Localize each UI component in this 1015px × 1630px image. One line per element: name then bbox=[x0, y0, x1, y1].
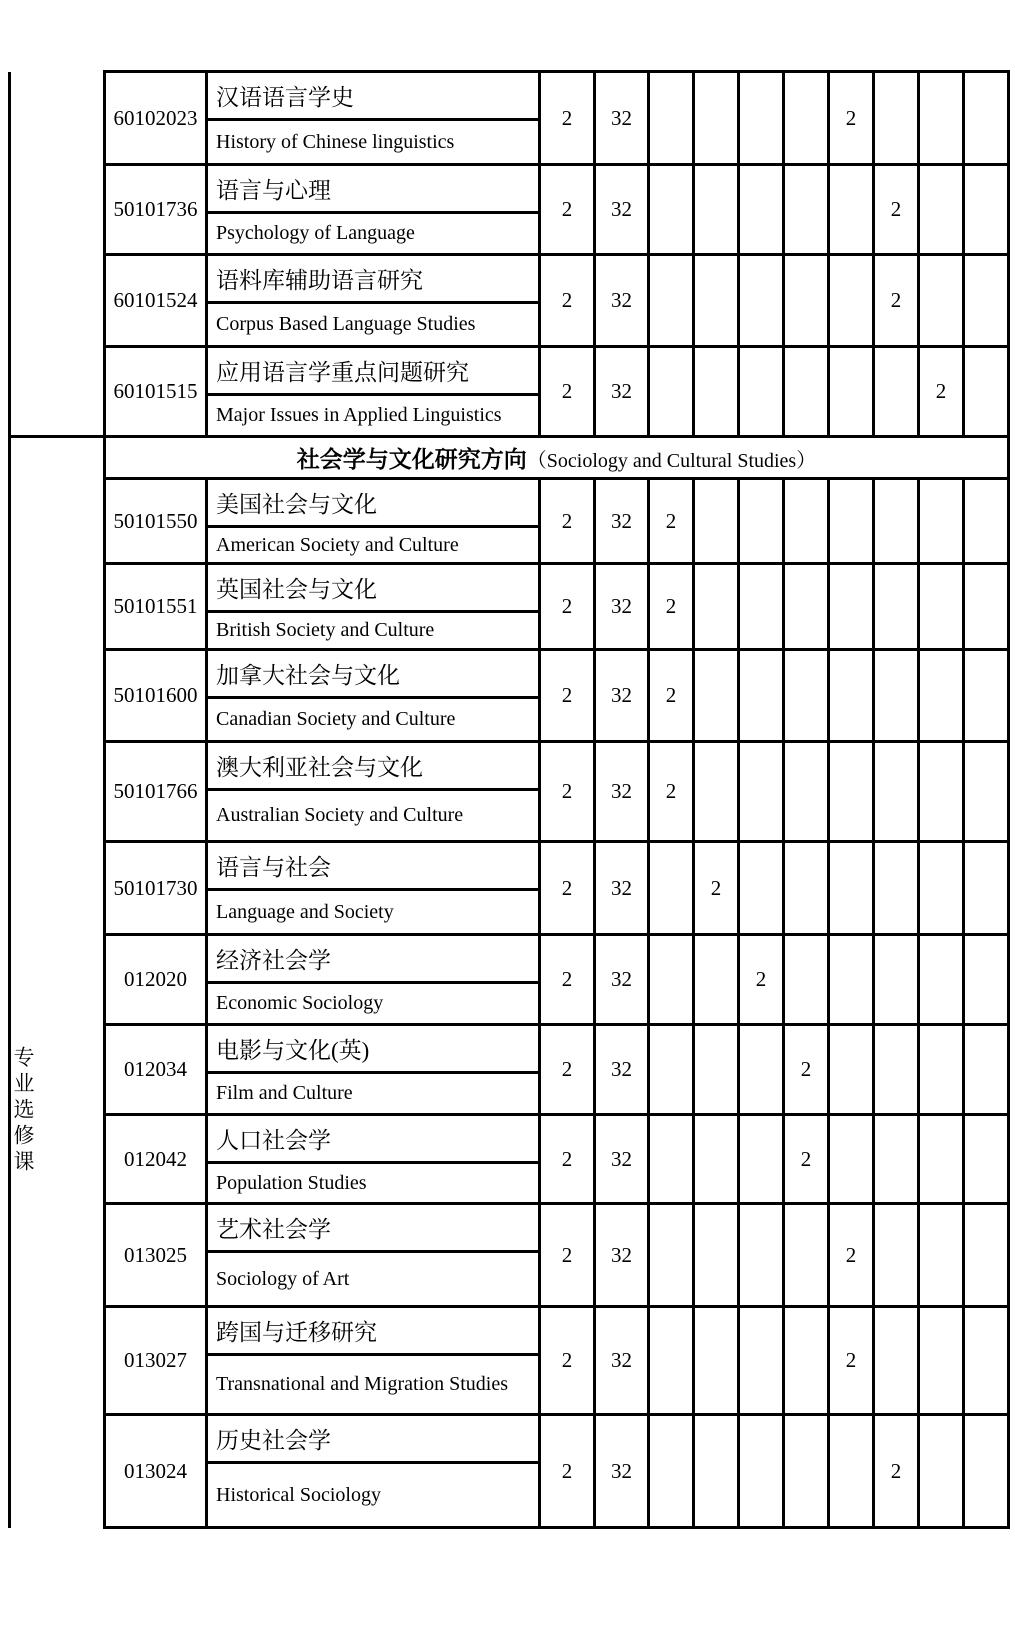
semester-4-cell bbox=[784, 842, 829, 935]
course-name-en: Language and Society bbox=[216, 900, 394, 923]
course-name-zh: 英国社会与文化 bbox=[208, 565, 538, 613]
credits-cell: 2 bbox=[540, 842, 595, 935]
semester-5-cell bbox=[829, 255, 874, 347]
semester-5-cell: 2 bbox=[829, 1204, 874, 1307]
semester-3-cell bbox=[739, 564, 784, 650]
course-code-cell: 50101550 bbox=[105, 479, 207, 564]
semester-4-cell bbox=[784, 347, 829, 437]
course-row bbox=[10, 255, 1009, 347]
semester-2-cell bbox=[694, 165, 739, 255]
semester-7-cell bbox=[919, 165, 964, 255]
credits-cell: 2 bbox=[540, 255, 595, 347]
semester-8-cell bbox=[964, 1025, 1009, 1115]
semester-3-cell bbox=[739, 742, 784, 842]
credits-cell: 2 bbox=[540, 72, 595, 165]
semester-3-cell bbox=[739, 347, 784, 437]
semester-5-cell: 2 bbox=[829, 1307, 874, 1415]
course-name-wrap bbox=[208, 256, 538, 345]
course-code-cell: 013025 bbox=[105, 1204, 207, 1307]
course-name-cell bbox=[207, 255, 540, 347]
semester-6-cell bbox=[874, 1025, 919, 1115]
course-name-wrap bbox=[208, 1205, 538, 1305]
credits-cell: 2 bbox=[540, 165, 595, 255]
semester-1-cell: 2 bbox=[649, 742, 694, 842]
semester-5-cell bbox=[829, 650, 874, 742]
hours-cell: 32 bbox=[595, 255, 649, 347]
course-name-zh: 汉语语言学史 bbox=[208, 73, 538, 121]
course-code-cell: 012042 bbox=[105, 1115, 207, 1204]
course-name-zh: 人口社会学 bbox=[208, 1116, 538, 1164]
semester-2-cell bbox=[694, 1025, 739, 1115]
hours-cell: 32 bbox=[595, 1204, 649, 1307]
course-code-cell: 013027 bbox=[105, 1307, 207, 1415]
course-code-cell: 50101736 bbox=[105, 165, 207, 255]
course-name-wrap bbox=[208, 1116, 538, 1202]
semester-8-cell bbox=[964, 1307, 1009, 1415]
credits-cell: 2 bbox=[540, 564, 595, 650]
course-name-en: Film and Culture bbox=[216, 1082, 353, 1104]
course-row bbox=[10, 1307, 1009, 1415]
course-code-cell: 50101766 bbox=[105, 742, 207, 842]
semester-7-cell bbox=[919, 1204, 964, 1307]
course-name-cell bbox=[207, 1204, 540, 1307]
course-name-zh: 应用语言学重点问题研究 bbox=[208, 348, 538, 396]
course-name-cell bbox=[207, 742, 540, 842]
semester-8-cell bbox=[964, 742, 1009, 842]
course-name-wrap bbox=[208, 743, 538, 840]
semester-8-cell bbox=[964, 479, 1009, 564]
semester-6-cell bbox=[874, 650, 919, 742]
credits-cell: 2 bbox=[540, 1204, 595, 1307]
semester-8-cell bbox=[964, 255, 1009, 347]
semester-7-cell bbox=[919, 1415, 964, 1528]
semester-2-cell: 2 bbox=[694, 842, 739, 935]
semester-6-cell bbox=[874, 842, 919, 935]
course-name-cell bbox=[207, 564, 540, 650]
semester-4-cell bbox=[784, 1307, 829, 1415]
course-name-wrap bbox=[208, 936, 538, 1023]
course-code-cell: 60102023 bbox=[105, 72, 207, 165]
semester-7-cell bbox=[919, 1115, 964, 1204]
semester-1-cell bbox=[649, 1307, 694, 1415]
hours-cell: 32 bbox=[595, 842, 649, 935]
semester-6-cell: 2 bbox=[874, 165, 919, 255]
semester-5-cell bbox=[829, 842, 874, 935]
semester-2-cell bbox=[694, 1204, 739, 1307]
semester-3-cell bbox=[739, 650, 784, 742]
course-name-zh: 历史社会学 bbox=[208, 1416, 538, 1464]
semester-2-cell bbox=[694, 479, 739, 564]
credits-cell: 2 bbox=[540, 1415, 595, 1528]
course-name-cell bbox=[207, 650, 540, 742]
course-name-en: History of Chinese linguistics bbox=[216, 130, 455, 153]
semester-2-cell bbox=[694, 1307, 739, 1415]
course-row bbox=[10, 165, 1009, 255]
semester-7-cell bbox=[919, 1025, 964, 1115]
semester-2-cell bbox=[694, 564, 739, 650]
course-name-cell bbox=[207, 72, 540, 165]
semester-5-cell bbox=[829, 165, 874, 255]
semester-7-cell bbox=[919, 1307, 964, 1415]
semester-2-cell bbox=[694, 255, 739, 347]
semester-3-cell bbox=[739, 255, 784, 347]
course-name-zh: 美国社会与文化 bbox=[208, 480, 538, 528]
course-row bbox=[10, 564, 1009, 650]
credits-cell: 2 bbox=[540, 1115, 595, 1204]
semester-3-cell bbox=[739, 479, 784, 564]
course-name-wrap bbox=[208, 1416, 538, 1526]
semester-1-cell bbox=[649, 1115, 694, 1204]
semester-6-cell bbox=[874, 1115, 919, 1204]
semester-6-cell bbox=[874, 479, 919, 564]
semester-7-cell bbox=[919, 479, 964, 564]
hours-cell: 32 bbox=[595, 1115, 649, 1204]
semester-2-cell bbox=[694, 742, 739, 842]
course-code-cell: 50101551 bbox=[105, 564, 207, 650]
section-header-en: （Sociology and Cultural Studies） bbox=[526, 450, 817, 472]
semester-1-cell bbox=[649, 255, 694, 347]
course-code-cell: 012034 bbox=[105, 1025, 207, 1115]
course-name-zh: 经济社会学 bbox=[208, 936, 538, 984]
credits-cell: 2 bbox=[540, 1025, 595, 1115]
semester-5-cell bbox=[829, 564, 874, 650]
semester-1-cell bbox=[649, 842, 694, 935]
course-table bbox=[8, 70, 1010, 1529]
category-cell-top bbox=[10, 72, 105, 437]
course-row bbox=[10, 347, 1009, 437]
semester-7-cell bbox=[919, 255, 964, 347]
course-name-cell bbox=[207, 1307, 540, 1415]
semester-2-cell bbox=[694, 347, 739, 437]
semester-8-cell bbox=[964, 1204, 1009, 1307]
course-name-en: British Society and Culture bbox=[216, 619, 435, 641]
category-cell bbox=[10, 437, 105, 1528]
semester-4-cell bbox=[784, 479, 829, 564]
course-name-wrap bbox=[208, 1308, 538, 1413]
semester-6-cell bbox=[874, 564, 919, 650]
course-name-wrap bbox=[208, 651, 538, 740]
course-code-cell: 012020 bbox=[105, 935, 207, 1025]
semester-1-cell bbox=[649, 1025, 694, 1115]
course-row bbox=[10, 1204, 1009, 1307]
course-name-en: Economic Sociology bbox=[216, 992, 384, 1014]
semester-7-cell bbox=[919, 564, 964, 650]
course-code-cell: 013024 bbox=[105, 1415, 207, 1528]
course-name-zh: 电影与文化(英) bbox=[208, 1026, 538, 1074]
semester-6-cell: 2 bbox=[874, 255, 919, 347]
hours-cell: 32 bbox=[595, 1025, 649, 1115]
semester-6-cell bbox=[874, 935, 919, 1025]
course-name-en: Sociology of Art bbox=[216, 1267, 350, 1290]
credits-cell: 2 bbox=[540, 935, 595, 1025]
semester-2-cell bbox=[694, 1115, 739, 1204]
semester-7-cell bbox=[919, 742, 964, 842]
semester-8-cell bbox=[964, 165, 1009, 255]
course-code-cell: 60101515 bbox=[105, 347, 207, 437]
course-name-en: Canadian Society and Culture bbox=[216, 708, 456, 730]
credits-cell: 2 bbox=[540, 742, 595, 842]
semester-8-cell bbox=[964, 347, 1009, 437]
semester-6-cell bbox=[874, 1307, 919, 1415]
course-name-en: American Society and Culture bbox=[216, 533, 459, 556]
semester-4-cell bbox=[784, 650, 829, 742]
semester-5-cell bbox=[829, 935, 874, 1025]
section-header-zh: 社会学与文化研究方向 bbox=[296, 447, 527, 472]
semester-5-cell bbox=[829, 1025, 874, 1115]
course-code-cell: 60101524 bbox=[105, 255, 207, 347]
credits-cell: 2 bbox=[540, 479, 595, 564]
hours-cell: 32 bbox=[595, 742, 649, 842]
course-name-wrap bbox=[208, 480, 538, 562]
semester-5-cell bbox=[829, 347, 874, 437]
semester-3-cell bbox=[739, 1204, 784, 1307]
course-name-en: Major Issues in Applied Linguistics bbox=[216, 404, 502, 426]
semester-7-cell bbox=[919, 72, 964, 165]
semester-4-cell bbox=[784, 935, 829, 1025]
semester-4-cell bbox=[784, 1204, 829, 1307]
course-name-wrap bbox=[208, 1026, 538, 1113]
course-name-wrap bbox=[208, 565, 538, 648]
credits-cell: 2 bbox=[540, 347, 595, 437]
hours-cell: 32 bbox=[595, 935, 649, 1025]
semester-8-cell bbox=[964, 564, 1009, 650]
semester-3-cell bbox=[739, 1025, 784, 1115]
course-name-zh: 加拿大社会与文化 bbox=[208, 651, 538, 699]
course-name-zh: 艺术社会学 bbox=[208, 1205, 538, 1253]
semester-1-cell bbox=[649, 1204, 694, 1307]
semester-1-cell: 2 bbox=[649, 564, 694, 650]
semester-6-cell bbox=[874, 1204, 919, 1307]
course-row bbox=[10, 1115, 1009, 1204]
hours-cell: 32 bbox=[595, 72, 649, 165]
course-name-wrap bbox=[208, 73, 538, 163]
semester-5-cell bbox=[829, 1115, 874, 1204]
semester-6-cell: 2 bbox=[874, 1415, 919, 1528]
semester-2-cell bbox=[694, 72, 739, 165]
semester-7-cell bbox=[919, 842, 964, 935]
semester-5-cell: 2 bbox=[829, 72, 874, 165]
semester-4-cell bbox=[784, 564, 829, 650]
course-row bbox=[10, 479, 1009, 564]
semester-8-cell bbox=[964, 842, 1009, 935]
semester-4-cell bbox=[784, 165, 829, 255]
semester-5-cell bbox=[829, 479, 874, 564]
semester-8-cell bbox=[964, 72, 1009, 165]
semester-8-cell bbox=[964, 650, 1009, 742]
hours-cell: 32 bbox=[595, 564, 649, 650]
semester-5-cell bbox=[829, 1415, 874, 1528]
credits-cell: 2 bbox=[540, 650, 595, 742]
course-name-en: Historical Sociology bbox=[216, 1483, 381, 1506]
credits-cell: 2 bbox=[540, 1307, 595, 1415]
semester-4-cell bbox=[784, 72, 829, 165]
course-name-en: Population Studies bbox=[216, 1171, 367, 1194]
course-name-cell bbox=[207, 1025, 540, 1115]
semester-3-cell bbox=[739, 165, 784, 255]
semester-3-cell bbox=[739, 72, 784, 165]
course-name-wrap bbox=[208, 348, 538, 435]
course-name-en: Psychology of Language bbox=[216, 222, 415, 244]
course-row bbox=[10, 650, 1009, 742]
course-name-en: Corpus Based Language Studies bbox=[216, 313, 476, 335]
hours-cell: 32 bbox=[595, 1307, 649, 1415]
course-name-cell bbox=[207, 1115, 540, 1204]
hours-cell: 32 bbox=[595, 650, 649, 742]
course-name-wrap bbox=[208, 166, 538, 253]
semester-3-cell bbox=[739, 1307, 784, 1415]
semester-3-cell: 2 bbox=[739, 935, 784, 1025]
semester-8-cell bbox=[964, 1415, 1009, 1528]
section-header-cell bbox=[105, 437, 1009, 479]
hours-cell: 32 bbox=[595, 347, 649, 437]
course-row bbox=[10, 72, 1009, 165]
semester-6-cell bbox=[874, 72, 919, 165]
semester-2-cell bbox=[694, 1415, 739, 1528]
hours-cell: 32 bbox=[595, 1415, 649, 1528]
semester-1-cell bbox=[649, 165, 694, 255]
course-name-cell bbox=[207, 479, 540, 564]
semester-6-cell bbox=[874, 347, 919, 437]
semester-7-cell bbox=[919, 935, 964, 1025]
course-name-zh: 语料库辅助语言研究 bbox=[208, 256, 538, 304]
semester-3-cell bbox=[739, 842, 784, 935]
semester-1-cell bbox=[649, 1415, 694, 1528]
course-name-cell bbox=[207, 935, 540, 1025]
course-code-cell: 50101600 bbox=[105, 650, 207, 742]
semester-1-cell: 2 bbox=[649, 479, 694, 564]
course-code-cell: 50101730 bbox=[105, 842, 207, 935]
course-name-zh: 语言与心理 bbox=[208, 166, 538, 214]
semester-1-cell bbox=[649, 347, 694, 437]
hours-cell: 32 bbox=[595, 165, 649, 255]
semester-4-cell: 2 bbox=[784, 1025, 829, 1115]
semester-3-cell bbox=[739, 1115, 784, 1204]
course-row bbox=[10, 842, 1009, 935]
category-label: 专业选修课 bbox=[11, 1046, 35, 1176]
course-name-cell bbox=[207, 842, 540, 935]
semester-5-cell bbox=[829, 742, 874, 842]
course-name-wrap bbox=[208, 843, 538, 933]
semester-1-cell bbox=[649, 72, 694, 165]
course-name-zh: 语言与社会 bbox=[208, 843, 538, 891]
semester-1-cell: 2 bbox=[649, 650, 694, 742]
semester-4-cell: 2 bbox=[784, 1115, 829, 1204]
hours-cell: 32 bbox=[595, 479, 649, 564]
course-name-cell bbox=[207, 1415, 540, 1528]
semester-2-cell bbox=[694, 650, 739, 742]
semester-4-cell bbox=[784, 1415, 829, 1528]
course-name-cell bbox=[207, 165, 540, 255]
semester-1-cell bbox=[649, 935, 694, 1025]
course-name-en: Transnational and Migration Studies bbox=[216, 1373, 509, 1395]
course-name-cell bbox=[207, 347, 540, 437]
course-row bbox=[10, 935, 1009, 1025]
semester-6-cell bbox=[874, 742, 919, 842]
semester-4-cell bbox=[784, 742, 829, 842]
semester-4-cell bbox=[784, 255, 829, 347]
course-name-zh: 跨国与迁移研究 bbox=[208, 1308, 538, 1356]
course-row bbox=[10, 742, 1009, 842]
semester-3-cell bbox=[739, 1415, 784, 1528]
course-row bbox=[10, 1415, 1009, 1528]
course-row bbox=[10, 1025, 1009, 1115]
semester-7-cell bbox=[919, 650, 964, 742]
semester-8-cell bbox=[964, 935, 1009, 1025]
section-header-row bbox=[10, 437, 1009, 479]
course-name-zh: 澳大利亚社会与文化 bbox=[208, 743, 538, 791]
semester-7-cell: 2 bbox=[919, 347, 964, 437]
semester-8-cell bbox=[964, 1115, 1009, 1204]
semester-2-cell bbox=[694, 935, 739, 1025]
course-name-en: Australian Society and Culture bbox=[216, 804, 464, 826]
